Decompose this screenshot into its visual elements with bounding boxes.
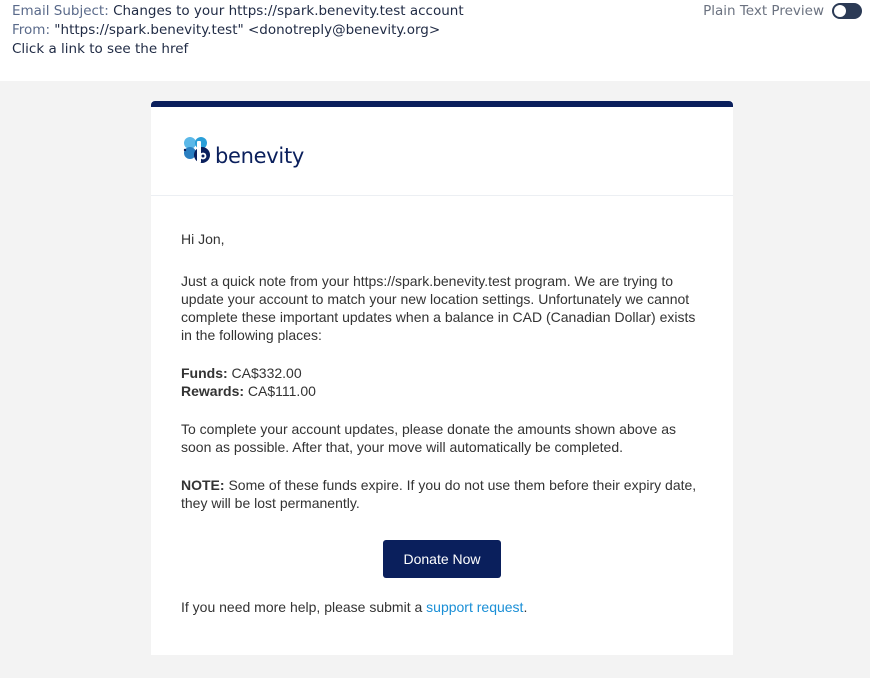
subject-label: Email Subject: [12,3,109,19]
note-paragraph [181,476,703,512]
rewards-label: Rewards: [181,383,245,399]
donate-now-button[interactable]: Donate Now [383,540,500,578]
funds-row [181,364,703,382]
benevity-logo-icon [182,136,212,166]
funds-label: Funds: [181,365,228,381]
subject-row [12,3,464,19]
from-label: From: [12,22,50,38]
support-request-link[interactable]: support request [426,599,524,615]
greeting: Hi Jon, [181,231,225,247]
from-row [12,22,440,38]
note-text: Some of these funds expire. If you do not use them before their expiry date, they will be lost permanently. [181,477,697,511]
benevity-logo-text: benevity [215,144,305,168]
link-hint: Click a link to see the href [12,41,189,57]
help-paragraph [181,598,703,616]
email-preview-header [0,0,870,81]
help-end: . [523,599,528,615]
email-logo-header [151,107,733,196]
cta-wrapper [181,540,703,578]
email-body [151,196,733,616]
instructions-paragraph: To complete your account updates, please donate the amounts shown above as soon as possible. After that, your move will automatically be completed. [181,421,676,455]
benevity-logo [182,136,304,166]
funds-value: CA$332.00 [231,365,302,381]
toggle-knob [834,5,846,17]
from-value: "https://spark.benevity.test" <donotreply@benevity.org> [54,22,441,38]
help-text: If you need more help, please submit a [181,599,427,615]
intro-paragraph: Just a quick note from your https://spark.benevity.test program. We are trying to update your account to match your new location settings. Unfortunately we cannot complete these important updates when a balance in CAD (Canadian Dollar) exists in the following places: [181,273,696,343]
balances-list [181,364,703,400]
plain-text-preview-toggle[interactable] [832,3,862,19]
plain-text-preview-label: Plain Text Preview [703,3,824,19]
rewards-row [181,382,703,400]
subject-value: Changes to your https://spark.benevity.test account [113,3,464,19]
plain-text-preview-control [703,3,862,19]
email-canvas [0,81,870,678]
note-label: NOTE: [181,477,225,493]
rewards-value: CA$111.00 [247,383,316,399]
email-card [151,101,733,655]
